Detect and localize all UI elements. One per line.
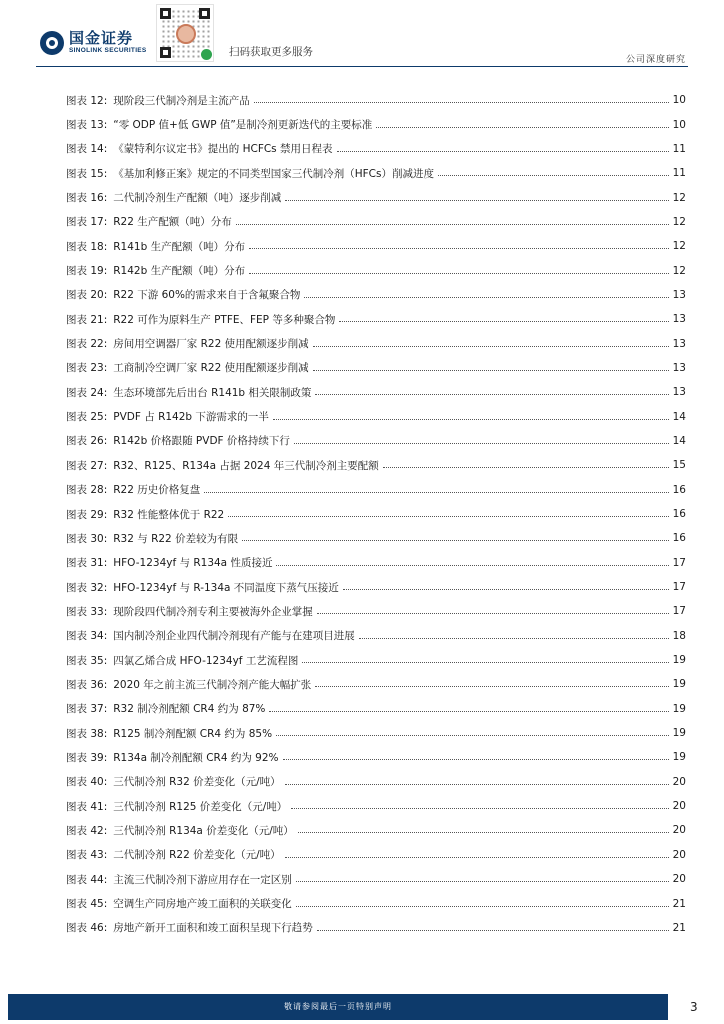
toc-leader-dots [317,921,669,931]
toc-entry-title: R22 生产配额（吨）分布 [113,216,232,229]
toc-entry-page: 20 [672,873,686,886]
toc-leader-dots [236,215,669,225]
toc-leader-dots [285,191,668,201]
toc-leader-dots [249,264,669,274]
toc-entry-page: 11 [672,142,686,155]
toc-entry-page: 12 [672,240,686,253]
toc-entry-label: 图表 24: [66,386,108,399]
toc-entry-page: 19 [672,727,686,740]
logo-mark-icon [40,31,64,55]
toc-entry[interactable] [66,404,686,428]
toc-entry-title: R32 与 R22 价差较为有限 [113,532,239,545]
toc-entry[interactable] [66,697,686,721]
toc-entry[interactable] [66,843,686,867]
toc-entry[interactable] [66,818,686,842]
toc-entry-page: 14 [672,410,686,423]
toc-leader-dots [296,897,669,907]
toc-entry[interactable] [66,283,686,307]
toc-leader-dots [296,872,669,882]
toc-entry-title: 《基加利修正案》规定的不同类型国家三代制冷剂（HFCs）削减进度 [113,167,434,180]
toc-entry-page: 12 [672,264,686,277]
toc-entry-title: 现阶段四代制冷剂专利主要被海外企业掌握 [113,605,313,618]
toc-leader-dots [285,848,669,858]
table-of-figures [66,88,686,940]
toc-entry[interactable] [66,478,686,502]
toc-entry-title: R32、R125、R134a 占据 2024 年三代制冷剂主要配额 [113,459,379,472]
toc-entry-title: HFO-1234yf 与 R134a 性质接近 [113,557,273,570]
toc-leader-dots [359,629,669,639]
toc-leader-dots [313,361,669,371]
toc-entry-label: 图表 25: [66,411,108,424]
toc-entry-label: 图表 41: [66,800,108,813]
toc-entry-label: 图表 30: [66,532,108,545]
toc-entry[interactable] [66,526,686,550]
toc-entry-title: R141b 生产配额（吨）分布 [113,240,246,253]
toc-entry-page: 17 [672,605,686,618]
toc-entry[interactable] [66,356,686,380]
toc-leader-dots [317,604,669,614]
toc-leader-dots [304,288,668,298]
company-logo [40,30,147,55]
toc-entry-label: 图表 45: [66,898,108,911]
toc-entry-label: 图表 33: [66,605,108,618]
toc-entry-label: 图表 19: [66,265,108,278]
toc-entry-page: 21 [672,897,686,910]
toc-entry-title: 国内制冷剂企业四代制冷剂现有产能与在建项目进展 [113,630,355,643]
toc-entry-title: 四氯乙烯合成 HFO-1234yf 工艺流程图 [113,654,299,667]
toc-entry-page: 13 [672,386,686,399]
toc-leader-dots [343,580,669,590]
qr-code-icon[interactable] [156,4,214,62]
toc-entry-title: “零 ODP 值+低 GWP 值”是制冷剂更新迭代的主要标准 [113,119,373,132]
toc-entry-label: 图表 18: [66,240,108,253]
toc-entry-title: R142b 价格跟随 PVDF 价格持续下行 [113,435,290,448]
toc-entry-title: 二代制冷剂生产配额（吨）逐步削减 [113,192,282,205]
toc-entry-page: 12 [672,215,686,228]
toc-leader-dots [313,337,669,347]
toc-entry-label: 图表 13: [66,119,108,132]
toc-entry-title: 现阶段三代制冷剂是主流产品 [113,94,250,107]
toc-entry-page: 18 [672,629,686,642]
toc-entry-page: 20 [672,824,686,837]
toc-entry-title: 2020 年之前主流三代制冷剂产能大幅扩张 [113,678,312,691]
toc-entry-page: 17 [672,556,686,569]
toc-entry[interactable] [66,258,686,282]
toc-entry-page: 17 [672,581,686,594]
toc-entry-label: 图表 43: [66,849,108,862]
toc-leader-dots [285,775,669,785]
toc-entry-label: 图表 31: [66,557,108,570]
toc-entry[interactable] [66,331,686,355]
toc-entry-title: 三代制冷剂 R125 价差变化（元/吨） [113,800,288,813]
toc-leader-dots [302,653,668,663]
toc-entry[interactable] [66,599,686,623]
toc-entry-label: 图表 29: [66,508,108,521]
toc-entry-page: 19 [672,702,686,715]
toc-entry[interactable] [66,210,686,234]
toc-entry-page: 15 [672,459,686,472]
toc-entry-title: 主流三代制冷剂下游应用存在一定区别 [113,873,292,886]
toc-leader-dots [383,458,669,468]
page-header [0,0,724,70]
toc-entry-title: 二代制冷剂 R22 价差变化（元/吨） [113,849,281,862]
toc-leader-dots [242,531,669,541]
toc-entry-label: 图表 32: [66,581,108,594]
toc-entry-page: 13 [672,337,686,350]
toc-entry[interactable] [66,916,686,940]
toc-entry-title: 房间用空调器厂家 R22 使用配额逐步削减 [113,338,309,351]
footer-disclaimer: 敬请参阅最后一页特别声明 [284,1002,392,1011]
toc-entry-title: R32 性能整体优于 R22 [113,508,225,521]
toc-entry-page: 19 [672,751,686,764]
toc-entry-page: 13 [672,361,686,374]
toc-entry-label: 图表 36: [66,678,108,691]
toc-entry-label: 图表 35: [66,654,108,667]
toc-entry-title: 生态环境部先后出台 R141b 相关限制政策 [113,386,312,399]
toc-leader-dots [438,166,669,176]
toc-entry[interactable] [66,112,686,136]
toc-entry[interactable] [66,234,686,258]
toc-entry[interactable] [66,891,686,915]
toc-entry[interactable] [66,88,686,112]
toc-entry-title: R125 制冷剂配额 CR4 约为 85% [113,727,273,740]
toc-entry-title: R32 制冷剂配额 CR4 约为 87% [113,703,266,716]
page-number: 3 [690,1000,698,1014]
toc-entry-label: 图表 16: [66,192,108,205]
toc-entry-title: PVDF 占 R142b 下游需求的一半 [113,411,269,424]
toc-entry-label: 图表 22: [66,338,108,351]
toc-leader-dots [315,385,668,395]
logo-text [69,30,147,55]
toc-leader-dots [298,823,669,833]
scan-prompt: 扫码获取更多服务 [229,46,313,58]
toc-entry[interactable] [66,137,686,161]
toc-leader-dots [276,556,668,566]
toc-entry-page: 20 [672,775,686,788]
toc-entry[interactable] [66,794,686,818]
toc-leader-dots [294,434,669,444]
toc-entry-page: 16 [672,483,686,496]
toc-entry-label: 图表 12: [66,94,108,107]
toc-entry-page: 10 [672,118,686,131]
toc-entry-title: R134a 制冷剂配额 CR4 约为 92% [113,751,279,764]
toc-entry-page: 19 [672,678,686,691]
toc-entry-label: 图表 38: [66,727,108,740]
toc-entry-title: R22 历史价格复盘 [113,484,201,497]
toc-entry-label: 图表 21: [66,313,108,326]
toc-entry-page: 20 [672,800,686,813]
toc-entry-page: 16 [672,508,686,521]
toc-entry-label: 图表 15: [66,167,108,180]
toc-entry[interactable] [66,648,686,672]
toc-entry-page: 19 [672,654,686,667]
toc-entry-title: R142b 生产配额（吨）分布 [113,265,246,278]
toc-entry-label: 图表 44: [66,873,108,886]
toc-leader-dots [204,483,668,493]
toc-entry-page: 13 [672,313,686,326]
toc-entry[interactable] [66,867,686,891]
toc-entry[interactable] [66,770,686,794]
toc-entry[interactable] [66,380,686,404]
toc-entry-page: 16 [672,532,686,545]
toc-entry-label: 图表 27: [66,459,108,472]
toc-entry-label: 图表 20: [66,289,108,302]
toc-entry-label: 图表 28: [66,484,108,497]
toc-entry-title: 工商制冷空调厂家 R22 使用配额逐步削减 [113,362,309,375]
toc-leader-dots [276,726,669,736]
toc-entry[interactable] [66,672,686,696]
toc-entry-page: 12 [672,191,686,204]
toc-entry-page: 14 [672,434,686,447]
toc-entry-label: 图表 40: [66,776,108,789]
toc-leader-dots [291,799,668,809]
toc-entry-page: 10 [672,94,686,107]
toc-leader-dots [249,239,669,249]
toc-leader-dots [337,142,669,152]
toc-entry-label: 图表 42: [66,824,108,837]
toc-entry[interactable] [66,745,686,769]
toc-leader-dots [339,312,668,322]
toc-entry-label: 图表 46: [66,922,108,935]
toc-entry-title: R22 可作为原料生产 PTFE、FEP 等多种聚合物 [113,313,336,326]
toc-entry-title: 三代制冷剂 R134a 价差变化（元/吨） [113,824,294,837]
toc-leader-dots [228,507,668,517]
toc-entry-label: 图表 14: [66,143,108,156]
toc-entry-label: 图表 34: [66,630,108,643]
toc-leader-dots [254,93,669,103]
toc-entry[interactable] [66,453,686,477]
toc-entry-page: 20 [672,848,686,861]
toc-entry[interactable] [66,721,686,745]
header-divider [36,66,688,67]
toc-entry-label: 图表 26: [66,435,108,448]
toc-entry[interactable] [66,502,686,526]
toc-entry-title: 三代制冷剂 R32 价差变化（元/吨） [113,776,281,789]
logo-en: SINOLINK SECURITIES [69,47,147,54]
toc-entry[interactable] [66,161,686,185]
toc-leader-dots [273,410,669,420]
document-type: 公司深度研究 [625,55,686,65]
toc-leader-dots [376,118,668,128]
toc-leader-dots [283,750,669,760]
toc-entry[interactable] [66,429,686,453]
toc-entry-page: 13 [672,288,686,301]
toc-entry-label: 图表 37: [66,703,108,716]
toc-entry-title: 空调生产同房地产竣工面积的关联变化 [113,898,292,911]
toc-entry-label: 图表 17: [66,216,108,229]
toc-entry-title: HFO-1234yf 与 R-134a 不同温度下蒸气压接近 [113,581,339,594]
toc-entry-title: 房地产新开工面积和竣工面积呈现下行趋势 [113,922,313,935]
toc-entry[interactable] [66,307,686,331]
toc-entry-page: 11 [672,167,686,180]
toc-leader-dots [269,702,668,712]
toc-entry-title: 《蒙特利尔议定书》提出的 HCFCs 禁用日程表 [113,143,333,156]
toc-entry[interactable] [66,575,686,599]
toc-entry-title: R22 下游 60%的需求来自于含氟聚合物 [113,289,301,302]
toc-entry-page: 21 [672,921,686,934]
toc-entry[interactable] [66,185,686,209]
toc-leader-dots [315,677,668,687]
toc-entry-label: 图表 23: [66,362,108,375]
toc-entry-label: 图表 39: [66,751,108,764]
footer-bar [8,994,668,1020]
logo-cn: 国金证券 [69,29,134,47]
toc-entry[interactable] [66,624,686,648]
toc-entry[interactable] [66,551,686,575]
